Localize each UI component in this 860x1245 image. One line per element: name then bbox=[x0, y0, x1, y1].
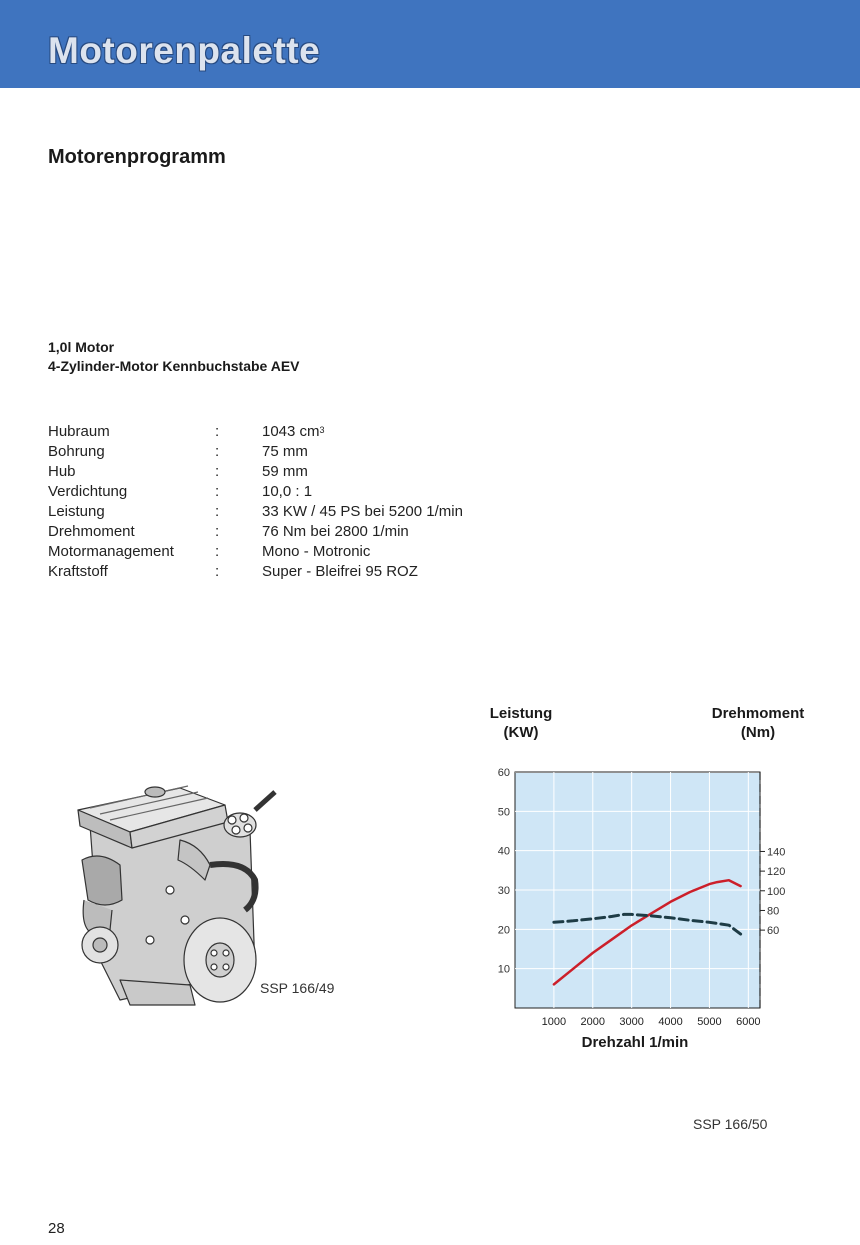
page-title: Motorenpalette bbox=[48, 30, 321, 71]
y-right-tick-label: 140 bbox=[767, 846, 786, 859]
spec-value: 59 mm bbox=[262, 463, 308, 480]
y-right-tick-label: 120 bbox=[767, 866, 786, 879]
x-tick-label: 5000 bbox=[697, 1016, 722, 1028]
spec-row bbox=[48, 562, 508, 582]
right-axis-title bbox=[700, 704, 816, 742]
left-axis-title-text: Leistung bbox=[489, 705, 553, 722]
spec-value: Super - Bleifrei 95 ROZ bbox=[262, 563, 418, 580]
x-tick-label: 1000 bbox=[541, 1016, 567, 1028]
spec-colon: : bbox=[215, 463, 220, 480]
spec-value: 1043 $cm^3$ bbox=[262, 423, 325, 440]
spec-label: Verdichtung bbox=[48, 483, 128, 500]
section-heading: Motorenprogramm bbox=[48, 146, 226, 168]
x-axis-label: Drehzahl 1/min bbox=[581, 1034, 689, 1051]
spec-label: Motormanagement bbox=[48, 543, 174, 560]
spec-colon: : bbox=[215, 523, 220, 540]
spec-colon: : bbox=[215, 443, 220, 460]
spec-label: Hub bbox=[48, 463, 76, 480]
spec-row bbox=[48, 442, 508, 462]
x-tick-label: 3000 bbox=[619, 1016, 644, 1028]
engine-illustration bbox=[60, 770, 290, 1010]
spec-label: Bohrung bbox=[48, 443, 105, 460]
performance-chart bbox=[470, 760, 790, 1060]
spec-colon: : bbox=[215, 563, 220, 580]
superscript: 3 bbox=[319, 425, 325, 435]
engine-name bbox=[48, 338, 300, 376]
spec-row bbox=[48, 502, 508, 522]
x-tick-label: 6000 bbox=[736, 1016, 761, 1028]
engine-name-line2: 4-Zylinder-Motor Kennbuchstabe AEV bbox=[48, 358, 300, 374]
engine-name-line1: 1,0l Motor bbox=[48, 339, 115, 355]
spec-colon: : bbox=[215, 423, 220, 440]
spec-value: 75 mm bbox=[262, 443, 308, 460]
spec-row bbox=[48, 542, 508, 562]
page-number: 28 bbox=[48, 1220, 65, 1237]
y-right-tick-label: 60 bbox=[767, 925, 780, 938]
spec-row bbox=[48, 522, 508, 542]
y-left-tick-label: 10 bbox=[497, 963, 510, 976]
left-axis-title bbox=[486, 704, 556, 742]
right-axis-unit: (Nm) bbox=[740, 724, 776, 741]
y-left-tick-label: 40 bbox=[497, 845, 510, 858]
spec-label: Hubraum bbox=[48, 423, 110, 440]
spec-row bbox=[48, 462, 508, 482]
spec-value: 76 Nm bei 2800 1/min bbox=[262, 523, 409, 540]
spec-table bbox=[48, 422, 508, 582]
y-left-tick-label: 50 bbox=[497, 806, 510, 819]
y-right-tick-label: 100 bbox=[767, 885, 786, 898]
y-right-tick-label: 80 bbox=[767, 905, 780, 918]
header-band bbox=[0, 0, 860, 88]
x-tick-label: 4000 bbox=[658, 1016, 683, 1028]
spec-colon: : bbox=[215, 483, 220, 500]
right-axis-title-text: Drehmoment bbox=[711, 705, 805, 722]
figure-caption-chart: SSP 166/50 bbox=[693, 1116, 768, 1132]
y-left-tick-label: 30 bbox=[497, 885, 510, 897]
spec-value: Mono - Motronic bbox=[262, 543, 371, 560]
spec-label: Kraftstoff bbox=[48, 563, 108, 580]
figure-caption-engine: SSP 166/49 bbox=[260, 980, 335, 996]
spec-row bbox=[48, 422, 508, 442]
spec-row bbox=[48, 482, 508, 502]
spec-label: Drehmoment bbox=[48, 523, 135, 540]
spec-value: 10,0 : 1 bbox=[262, 483, 313, 500]
left-axis-unit: (KW) bbox=[503, 724, 539, 741]
spec-label: Leistung bbox=[48, 503, 105, 520]
x-tick-label: 2000 bbox=[580, 1016, 606, 1028]
y-left-tick-label: 20 bbox=[497, 924, 510, 937]
spec-colon: : bbox=[215, 543, 220, 560]
y-left-tick-label: 60 bbox=[497, 767, 510, 779]
spec-colon: : bbox=[215, 503, 220, 520]
spec-value: 33 KW / 45 PS bei 5200 1/min bbox=[262, 503, 463, 520]
